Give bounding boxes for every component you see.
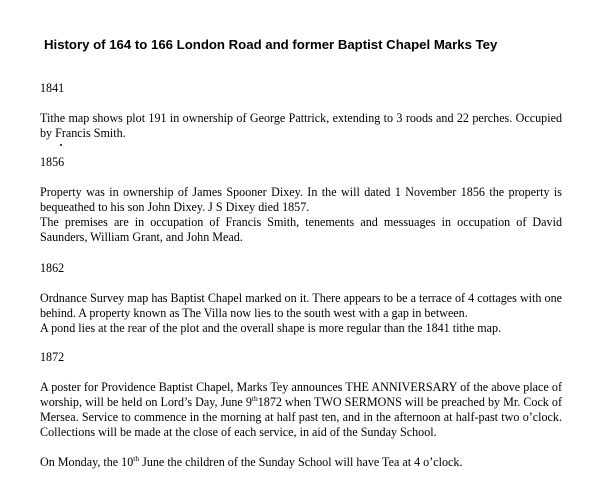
- paragraph-1862-pond: A pond lies at the rear of the plot and the overall shape is more regular than the 1841 tithe map.: [40, 321, 502, 335]
- paragraph-1872-poster: [40, 380, 562, 440]
- year-heading-1841: 1841: [40, 81, 65, 95]
- year-heading-1862: 1862: [40, 261, 65, 275]
- monday-text-part1: On Monday, the 10: [40, 455, 134, 469]
- poster-text-part1: A poster for Providence Baptist Chapel, Marks Tey announces THE ANNIVERSARY of the above place of worship, will be held on Lord’s Day, June 9: [40, 380, 562, 409]
- monday-text-part2: June the children of the Sunday School will have Tea at 4 o’clock.: [139, 455, 463, 469]
- paragraph-1872-monday: [40, 455, 562, 470]
- paragraph-1841-tithe-map: Tithe map shows plot 191 in ownership of George Pattrick, extending to 3 roods and 22 perches. Occupied by Francis Smith.: [40, 111, 562, 140]
- year-heading-1872: 1872: [40, 350, 65, 364]
- poster-text-part2: 1872 when TWO SERMONS will be preached by Mr. Cock of Mersea. Service to commence in the morning at half past ten, and in the afternoon at half-past two o’clock. Collections will be made at the close of each service, in aid of the Sunday School.: [40, 395, 563, 439]
- year-heading-1856: 1856: [40, 155, 65, 169]
- paragraph-1856-ownership: Property was in ownership of James Spooner Dixey. In the will dated 1 November 1856 the property is bequeathed to his son John Dixey. J S Dixey died 1857.: [40, 185, 562, 214]
- paragraph-1856-occupation: The premises are in occupation of Francis Smith, tenements and messuages in occupation of David Saunders, William Grant, and John Mead.: [40, 215, 562, 244]
- paragraph-1862-ordnance-survey: Ordnance Survey map has Baptist Chapel marked on it. There appears to be a terrace of 4 cottages with one behind. A property known as The Villa now lies to the south west with a gap in between.: [40, 291, 562, 320]
- stray-dot: [60, 144, 62, 146]
- poster-ordinal-suffix: th: [251, 393, 258, 403]
- document-title: History of 164 to 166 London Road and former Baptist Chapel Marks Tey: [44, 37, 498, 52]
- monday-ordinal-suffix: th: [133, 453, 140, 463]
